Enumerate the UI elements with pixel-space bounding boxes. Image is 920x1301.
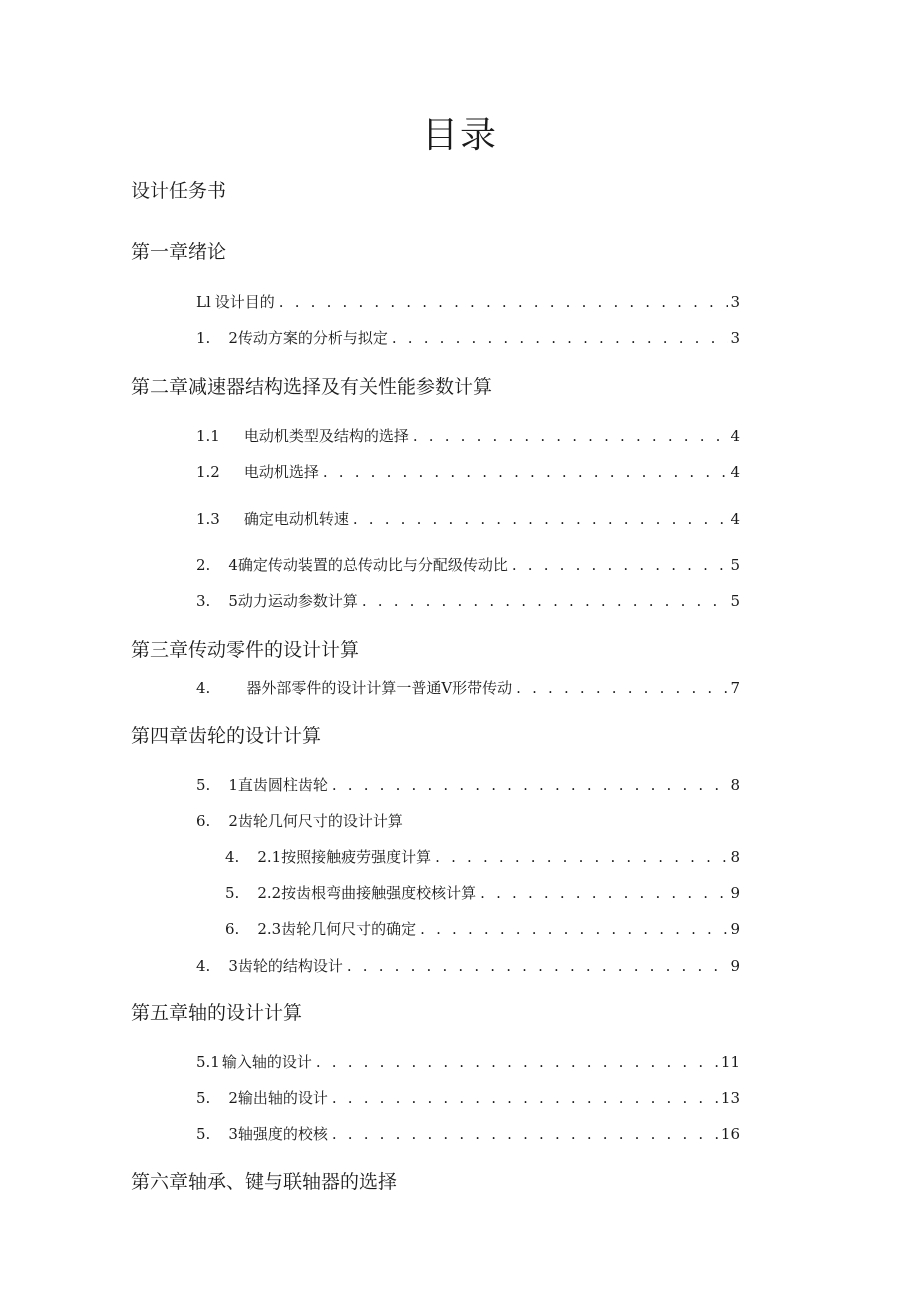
toc-entry-number: 5. — [196, 1089, 211, 1107]
toc-entry-2-2[interactable] — [196, 462, 740, 482]
toc-entry-title: 确定电动机转速 — [243, 510, 349, 528]
toc-entry-page: 5 — [730, 592, 740, 610]
heading-chapter-4: 第四章齿轮的设计计算 — [131, 725, 322, 747]
toc-entry-title: 4确定传动装置的总传动比与分配级传动比 — [228, 556, 508, 574]
toc-entry-2-3[interactable] — [196, 509, 740, 529]
toc-entry-4-2[interactable] — [196, 811, 740, 831]
leader-dots — [328, 775, 729, 795]
toc-entry-title: 电动机选择 — [243, 463, 319, 481]
toc-entry-title: 1直齿圆柱齿轮 — [228, 776, 328, 794]
toc-entry-title: 2.2按齿根弯曲接触强度校核计算 — [257, 884, 477, 902]
heading-chapter-2: 第二章减速器结构选择及有关性能参数计算 — [131, 376, 493, 398]
toc-entry-2-5[interactable] — [196, 591, 740, 611]
toc-entry-title: 2传动方案的分析与拟定 — [228, 329, 388, 347]
toc-entry-number: 5.1 — [196, 1053, 220, 1071]
toc-entry-5-3[interactable] — [196, 1124, 740, 1144]
toc-entry-2-1[interactable] — [196, 426, 740, 446]
leader-dots — [343, 956, 729, 976]
leader-dots — [409, 426, 729, 446]
toc-entry-4-1[interactable] — [196, 775, 740, 795]
leader-dots — [508, 555, 729, 575]
toc-entry-title: 2.1按照接触疲劳强度计算 — [257, 848, 432, 866]
toc-entry-number: 5. — [225, 884, 240, 902]
toc-entry-title: 2.3齿轮几何尺寸的确定 — [257, 920, 417, 938]
toc-entry-title: 2齿轮几何尺寸的设计计算 — [228, 812, 403, 830]
toc-entry-title: 2输出轴的设计 — [228, 1089, 328, 1107]
toc-entry-number: 5. — [196, 776, 211, 794]
heading-chapter-3: 第三章传动零件的设计计算 — [131, 639, 360, 661]
toc-entry-number: 1.2 — [196, 463, 220, 481]
toc-entry-number: 1.3 — [196, 510, 220, 528]
toc-entry-page: 4 — [730, 463, 740, 481]
toc-entry-4-3[interactable] — [196, 956, 740, 976]
heading-chapter-6: 第六章轴承、键与联轴器的选择 — [131, 1171, 398, 1193]
toc-entry-page: 7 — [730, 679, 740, 697]
toc-entry-5-2[interactable] — [196, 1088, 740, 1108]
toc-entry-5-1[interactable] — [196, 1052, 740, 1072]
leader-dots — [275, 292, 729, 312]
toc-entry-number: 5. — [196, 1125, 211, 1143]
toc-entry-number: 4. — [196, 957, 211, 975]
toc-entry-page: 8 — [730, 848, 740, 866]
toc-entry-page: 9 — [730, 957, 740, 975]
leader-dots — [512, 678, 728, 698]
leader-dots — [328, 1124, 719, 1144]
toc-entry-title: 输入轴的设计 — [221, 1053, 312, 1071]
heading-design-task: 设计任务书 — [131, 180, 227, 202]
toc-entry-number: Ll — [196, 293, 211, 311]
toc-entry-number: 1.1 — [196, 427, 220, 445]
heading-chapter-5: 第五章轴的设计计算 — [131, 1002, 303, 1024]
toc-entry-title: 设计目的 — [214, 293, 275, 311]
leader-dots — [358, 591, 729, 611]
toc-entry-1-1[interactable] — [196, 292, 740, 312]
toc-entry-number: 4. — [225, 848, 240, 866]
toc-entry-3-1[interactable] — [196, 678, 740, 698]
page-title: 目录 — [421, 115, 498, 156]
leader-dots — [476, 883, 728, 903]
toc-entry-title: 电动机类型及结构的选择 — [243, 427, 409, 445]
heading-chapter-1: 第一章绪论 — [131, 241, 227, 263]
toc-entry-number: 1. — [196, 329, 211, 347]
leader-dots — [349, 509, 729, 529]
toc-entry-2-4[interactable] — [196, 555, 740, 575]
toc-entry-number: 4. — [196, 679, 211, 697]
toc-entry-page: 4 — [730, 427, 740, 445]
leader-dots — [388, 328, 729, 348]
toc-entry-number: 6. — [196, 812, 211, 830]
toc-entry-page: 5 — [730, 556, 740, 574]
toc-entry-number: 3. — [196, 592, 211, 610]
toc-entry-4-2-2[interactable] — [225, 883, 740, 903]
toc-entry-page: 3 — [730, 293, 740, 311]
toc-entry-page: 8 — [730, 776, 740, 794]
toc-entry-number: 6. — [225, 920, 240, 938]
leader-dots — [431, 847, 728, 867]
toc-entry-4-2-1[interactable] — [225, 847, 740, 867]
toc-entry-1-2[interactable] — [196, 328, 740, 348]
leader-dots — [416, 919, 728, 939]
toc-entry-4-2-3[interactable] — [225, 919, 740, 939]
toc-entry-page: 3 — [730, 329, 740, 347]
toc-entry-title: 3轴强度的校核 — [228, 1125, 328, 1143]
toc-entry-page: 9 — [730, 884, 740, 902]
toc-entry-page: 9 — [730, 920, 740, 938]
toc-entry-title: 3齿轮的结构设计 — [228, 957, 343, 975]
leader-dots — [312, 1052, 719, 1072]
toc-entry-title: 器外部零件的设计计算一普通V形带传动 — [246, 679, 513, 697]
leader-dots — [328, 1088, 719, 1108]
toc-entry-page: 13 — [720, 1089, 740, 1107]
toc-entry-page: 4 — [730, 510, 740, 528]
toc-entry-number: 2. — [196, 556, 211, 574]
toc-entry-title: 5动力运动参数计算 — [228, 592, 358, 610]
toc-entry-page: 11 — [720, 1053, 740, 1071]
leader-dots — [319, 462, 729, 482]
toc-entry-page: 16 — [720, 1125, 740, 1143]
